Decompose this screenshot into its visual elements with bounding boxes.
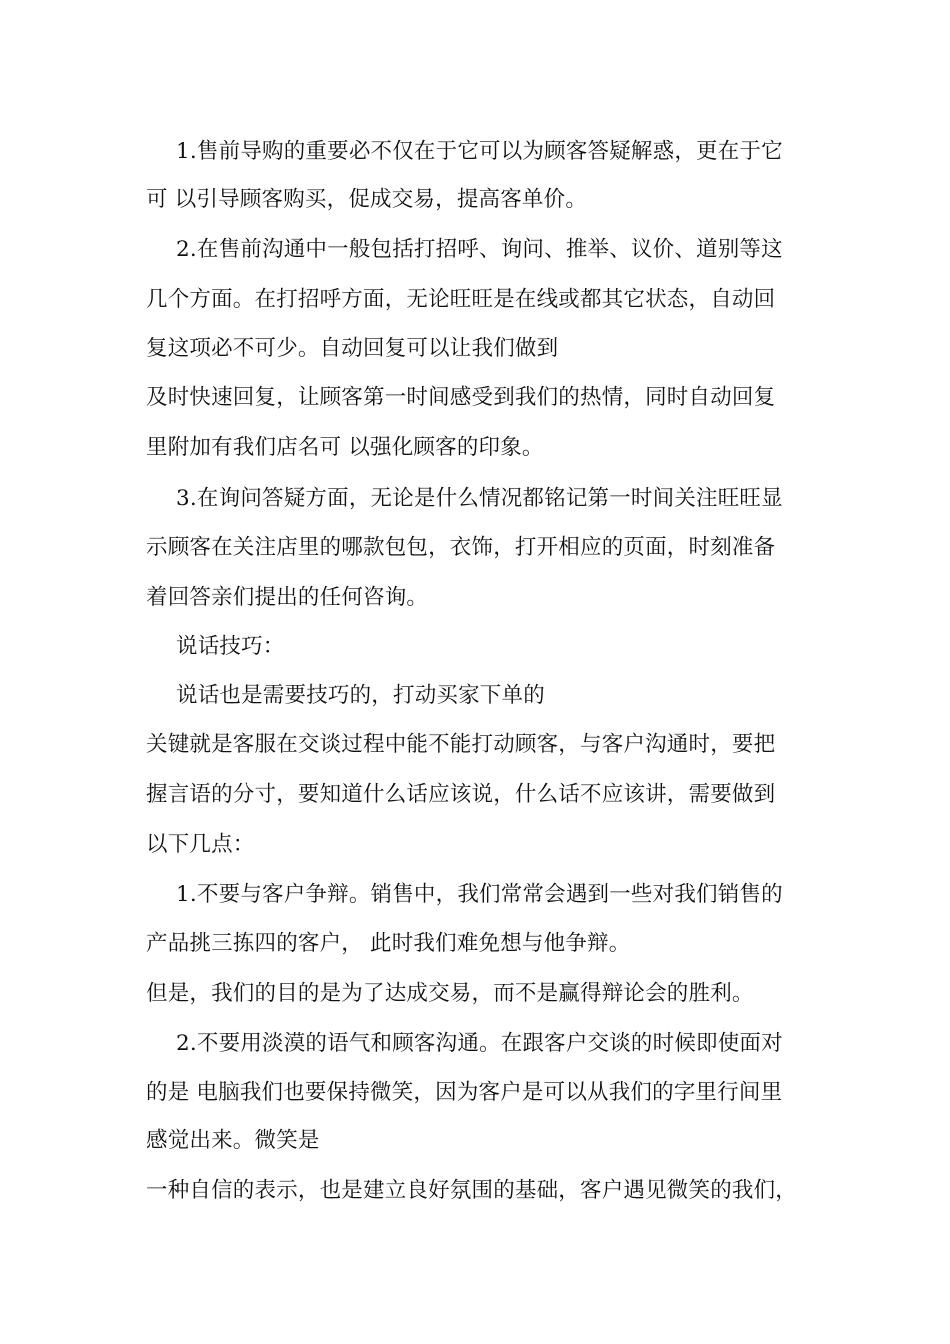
paragraph-2-line-2: 几个方面。在打招呼方面，无论旺旺是在线或都其它状态，自动回	[146, 287, 776, 312]
paragraph-4-line-2: 关键就是客服在交谈过程中能不能打动顾客，与客户沟通时，要把	[146, 732, 776, 757]
paragraph-4-line-1: 说话也是需要技巧的，打动买家下单的	[176, 683, 545, 708]
paragraph-6-line-2: 的是 电脑我们也要保持微笑，因为客户是可以从我们的字里行间里	[146, 1080, 783, 1105]
paragraph-1-line-1: 1.售前导购的重要必不仅在于它可以为顾客答疑解惑，更在于它	[176, 139, 783, 164]
section-heading-speaking-skills: 说话技巧：	[176, 634, 285, 659]
paragraph-4-line-4: 以下几点：	[146, 832, 255, 857]
paragraph-4-line-3: 握言语的分寸，要知道什么话应该说，什么话不应该讲，需要做到	[146, 782, 776, 807]
paragraph-3-line-3: 着回答亲们提出的任何咨询。	[146, 585, 429, 610]
paragraph-5-line-3: 但是，我们的目的是为了达成交易，而不是赢得辩论会的胜利。	[146, 981, 754, 1006]
paragraph-3-line-2: 示顾客在关注店里的哪款包包，衣饰，打开相应的页面，时刻准备	[146, 535, 776, 560]
paragraph-2-line-5: 里附加有我们店名可 以强化顾客的印象。	[146, 435, 544, 460]
paragraph-2-line-3: 复这项必不可少。自动回复可以让我们做到	[146, 336, 559, 361]
paragraph-6-line-1: 2.不要用淡漠的语气和顾客沟通。在跟客户交谈的时候即使面对	[176, 1031, 783, 1056]
paragraph-2-line-4: 及时快速回复，让顾客第一时间感受到我们的热情，同时自动回复	[146, 385, 776, 410]
paragraph-6-line-3: 感觉出来。微笑是	[146, 1128, 320, 1153]
paragraph-3-line-1: 3.在询问答疑方面，无论是什么情况都铭记第一时间关注旺旺显	[176, 486, 783, 511]
paragraph-1-line-2: 可 以引导顾客购买，促成交易，提高客单价。	[146, 187, 588, 212]
paragraph-2-line-1: 2.在售前沟通中一般包括打招呼、询问、推举、议价、道别等这	[176, 237, 783, 262]
paragraph-6-line-4: 一种自信的表示，也是建立良好氛围的基础，客户遇见微笑的我们，	[146, 1178, 798, 1203]
paragraph-5-line-1: 1.不要与客户争辩。销售中，我们常常会遇到一些对我们销售的	[176, 882, 783, 907]
paragraph-5-line-2: 产品挑三拣四的客户， 此时我们难免想与他争辩。	[146, 931, 631, 956]
